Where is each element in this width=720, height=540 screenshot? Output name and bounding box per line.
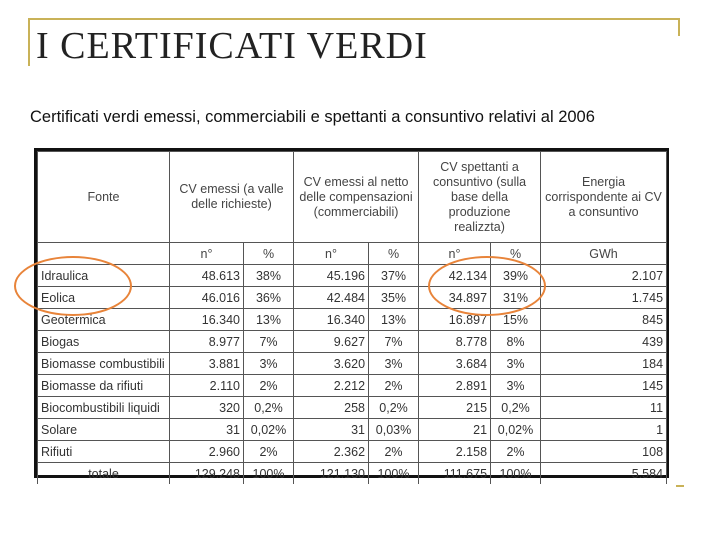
table-row [38, 441, 667, 463]
count-cell: 2.960 [170, 441, 244, 463]
percent-cell: 0,2% [244, 397, 294, 419]
count-cell: 9.627 [294, 331, 369, 353]
percent-cell: 36% [244, 287, 294, 309]
percent-cell: 0,02% [244, 419, 294, 441]
count-cell: 2.891 [419, 375, 491, 397]
percent-cell: 39% [491, 265, 541, 287]
source-cell: Biocombustibili liquidi [38, 397, 170, 419]
energy-cell: 108 [541, 441, 667, 463]
count-cell: 215 [419, 397, 491, 419]
certificates-table-container [34, 148, 669, 481]
count-cell: 111.675 [419, 463, 491, 485]
frame-right-line [678, 18, 680, 36]
percent-cell: 2% [244, 441, 294, 463]
highlight-circle-sources [14, 256, 132, 316]
frame-corner-tick [676, 485, 684, 487]
count-cell: 3.881 [170, 353, 244, 375]
count-cell: 3.620 [294, 353, 369, 375]
percent-cell: 3% [244, 353, 294, 375]
count-cell: 34.897 [419, 287, 491, 309]
count-cell: 2.212 [294, 375, 369, 397]
slide-subtitle: Certificati verdi emessi, commerciabili e spettanti a consuntivo relativi al 2006 [30, 108, 595, 126]
percent-cell: 35% [369, 287, 419, 309]
count-cell: 42.484 [294, 287, 369, 309]
count-cell: 3.684 [419, 353, 491, 375]
percent-cell: 31% [491, 287, 541, 309]
unit-cell: % [244, 243, 294, 265]
source-cell: Rifiuti [38, 441, 170, 463]
count-cell: 42.134 [419, 265, 491, 287]
percent-cell: 3% [369, 353, 419, 375]
header-cv-netto: CV emessi al netto delle compensazioni (commerciabili) [294, 152, 419, 243]
table-row [38, 397, 667, 419]
energy-cell: 439 [541, 331, 667, 353]
source-cell: Biomasse combustibili [38, 353, 170, 375]
percent-cell: 13% [244, 309, 294, 331]
count-cell: 8.977 [170, 331, 244, 353]
unit-cell: % [491, 243, 541, 265]
count-cell: 48.613 [170, 265, 244, 287]
table-row [38, 287, 667, 309]
count-cell: 320 [170, 397, 244, 419]
energy-cell: 145 [541, 375, 667, 397]
unit-cell: % [369, 243, 419, 265]
table-row [38, 375, 667, 397]
table-row [38, 309, 667, 331]
percent-cell: 2% [369, 375, 419, 397]
table-row [38, 331, 667, 353]
count-cell: 31 [170, 419, 244, 441]
count-cell: 16.340 [170, 309, 244, 331]
slide-title: I CERTIFICATI VERDI [36, 25, 428, 67]
source-cell: Solare [38, 419, 170, 441]
count-cell: 8.778 [419, 331, 491, 353]
header-fonte: Fonte [38, 152, 170, 243]
energy-cell: 1.745 [541, 287, 667, 309]
table-units-row [38, 243, 667, 265]
source-cell: Biomasse da rifiuti [38, 375, 170, 397]
energy-cell: 1 [541, 419, 667, 441]
percent-cell: 0,2% [369, 397, 419, 419]
unit-cell: GWh [541, 243, 667, 265]
source-cell: Biogas [38, 331, 170, 353]
source-cell: Idraulica [38, 265, 170, 287]
frame-left-line [28, 18, 30, 66]
frame-top-line [28, 18, 680, 20]
count-cell: 129.248 [170, 463, 244, 485]
percent-cell: 100% [244, 463, 294, 485]
energy-cell: 11 [541, 397, 667, 419]
unit-cell: n° [170, 243, 244, 265]
count-cell: 2.110 [170, 375, 244, 397]
certificates-table [37, 151, 667, 484]
percent-cell: 38% [244, 265, 294, 287]
source-cell: totale [38, 463, 170, 485]
percent-cell: 2% [369, 441, 419, 463]
percent-cell: 13% [369, 309, 419, 331]
percent-cell: 2% [244, 375, 294, 397]
unit-cell: n° [294, 243, 369, 265]
table-row [38, 353, 667, 375]
percent-cell: 15% [491, 309, 541, 331]
energy-cell: 5.584 [541, 463, 667, 485]
table-row [38, 419, 667, 441]
percent-cell: 100% [491, 463, 541, 485]
table-row [38, 463, 667, 485]
table-header-row [38, 152, 667, 243]
count-cell: 21 [419, 419, 491, 441]
unit-cell: n° [419, 243, 491, 265]
energy-cell: 845 [541, 309, 667, 331]
count-cell: 121.130 [294, 463, 369, 485]
source-cell: Eolica [38, 287, 170, 309]
energy-cell: 2.107 [541, 265, 667, 287]
source-cell: Geotermica [38, 309, 170, 331]
percent-cell: 2% [491, 441, 541, 463]
energy-cell: 184 [541, 353, 667, 375]
percent-cell: 3% [491, 353, 541, 375]
percent-cell: 3% [491, 375, 541, 397]
percent-cell: 0,03% [369, 419, 419, 441]
percent-cell: 37% [369, 265, 419, 287]
count-cell: 2.362 [294, 441, 369, 463]
highlight-circle-spettanti [428, 256, 546, 316]
percent-cell: 7% [369, 331, 419, 353]
header-energia: Energia corrispondente ai CV a consuntivo [541, 152, 667, 243]
count-cell: 45.196 [294, 265, 369, 287]
percent-cell: 100% [369, 463, 419, 485]
percent-cell: 7% [244, 331, 294, 353]
count-cell: 258 [294, 397, 369, 419]
count-cell: 16.897 [419, 309, 491, 331]
count-cell: 46.016 [170, 287, 244, 309]
percent-cell: 8% [491, 331, 541, 353]
count-cell: 2.158 [419, 441, 491, 463]
count-cell: 16.340 [294, 309, 369, 331]
count-cell: 31 [294, 419, 369, 441]
header-cv-spettanti: CV spettanti a consuntivo (sulla base della produzione realizzta) [419, 152, 541, 243]
percent-cell: 0,02% [491, 419, 541, 441]
percent-cell: 0,2% [491, 397, 541, 419]
header-cv-emessi: CV emessi (a valle delle richieste) [170, 152, 294, 243]
